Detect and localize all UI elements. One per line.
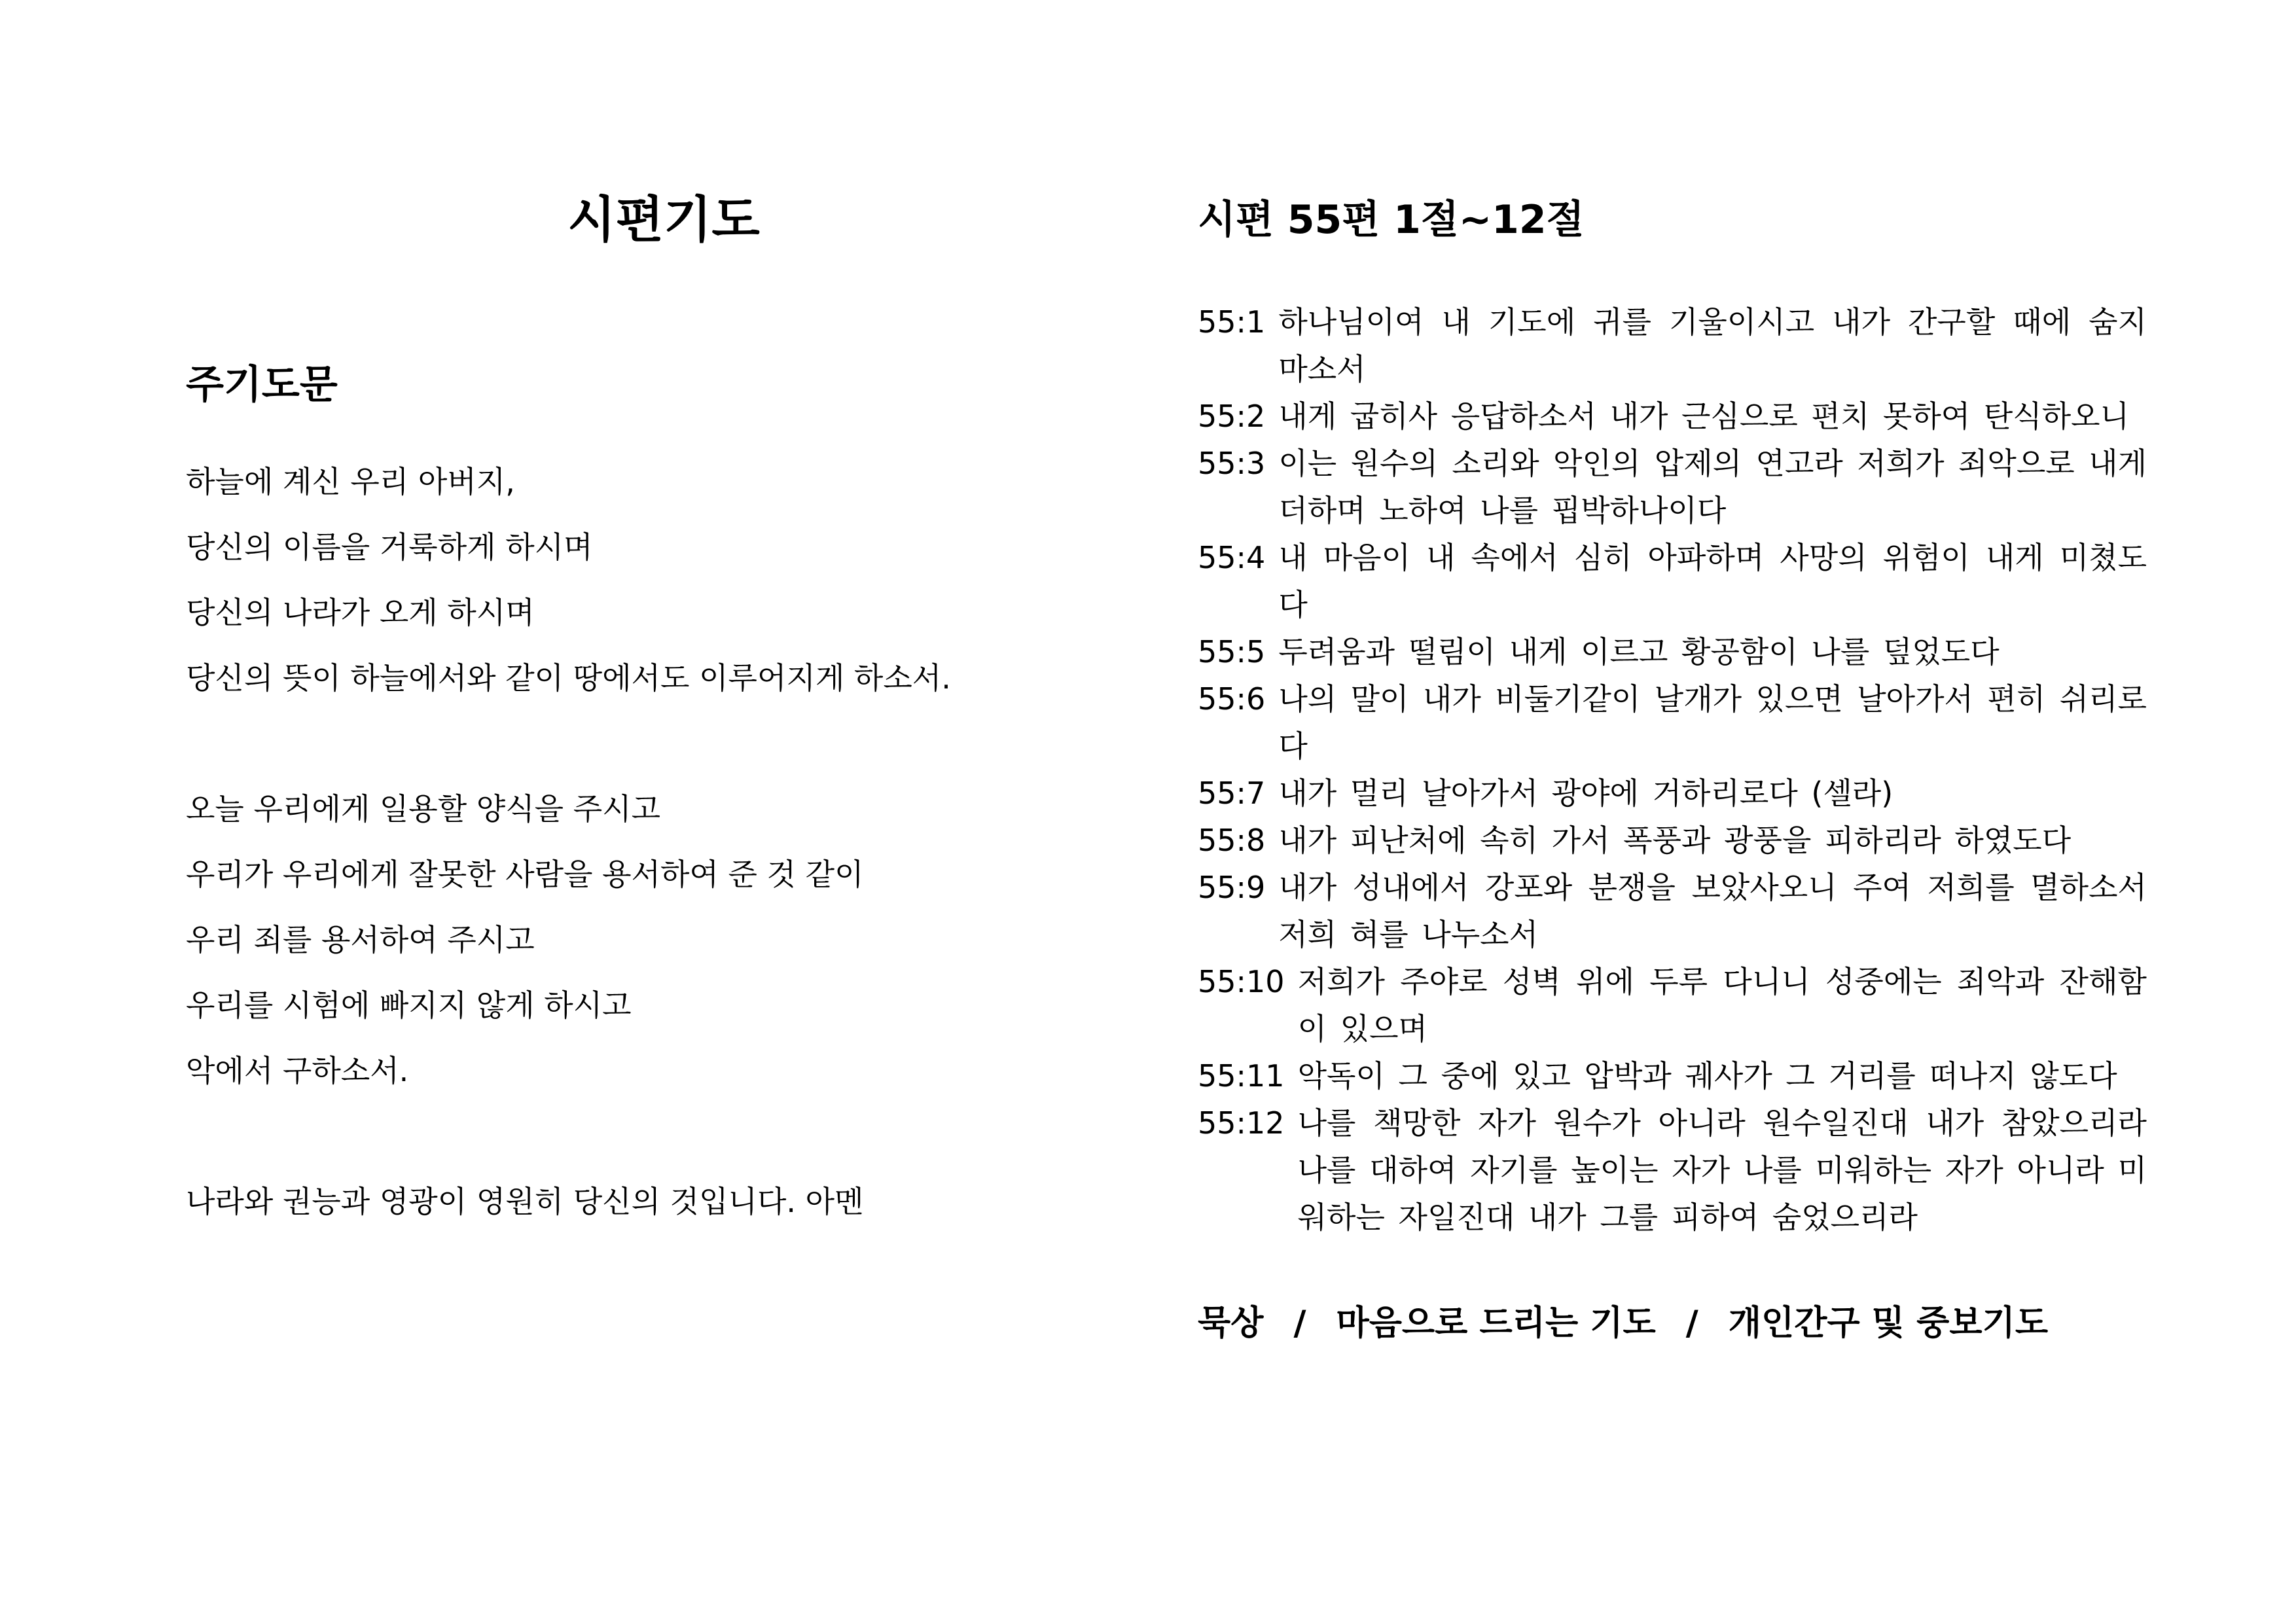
verse-text: 나의 말이 내가 비둘기같이 날개가 있으면 날아가서 편히 쉬리로다 (1278, 681, 2147, 764)
verse (1198, 958, 2147, 1052)
verse (1198, 628, 2147, 675)
prayer-line: 악에서 구하소서. (186, 1053, 409, 1088)
verse (1198, 770, 2147, 817)
verse-number: 55:4 (1198, 540, 1266, 575)
verse-number: 55:2 (1198, 399, 1266, 434)
verse-text: 내게 굽히사 응답하소서 내가 근심으로 편치 못하여 탄식하오니 (1278, 399, 2130, 434)
verse-number: 55:10 (1198, 964, 1285, 999)
verse-text: 악독이 그 중에 있고 압박과 궤사가 그 거리를 떠나지 않도다 (1297, 1058, 2117, 1094)
verse-text: 내 마음이 내 속에서 심히 아파하며 사망의 위험이 내게 미쳤도다 (1278, 540, 2147, 622)
verse (1198, 1052, 2147, 1099)
verse-number: 55:12 (1198, 1105, 1285, 1141)
prayer-line: 우리가 우리에게 잘못한 사람을 용서하여 준 것 같이 (186, 857, 864, 892)
verse-text: 나를 책망한 자가 원수가 아니라 원수일진대 내가 참았으리라 나를 대하여 자기를 높이는 자가 나를 미워하는 자가 아니라 미워하는 자일진대 내가 그를 피하여 숨었으리라 (1297, 1105, 2147, 1235)
verse (1198, 1099, 2147, 1241)
lords-prayer-text (186, 449, 1155, 1234)
verse-number: 55:7 (1198, 776, 1266, 811)
verse-text: 이는 원수의 소리와 악인의 압제의 연고라 저희가 죄악으로 내게 더하며 노하여 나를 핍박하나이다 (1278, 446, 2147, 528)
verse (1198, 440, 2147, 534)
verse (1198, 675, 2147, 770)
prayer-line: 우리를 시험에 빠지지 않게 하시고 (186, 988, 632, 1023)
prayer-line: 하늘에 계신 우리 아버지, (186, 464, 515, 499)
prayer-line: 나라와 권능과 영광이 영원히 당신의 것입니다. 아멘 (186, 1184, 864, 1219)
verse-number: 55:5 (1198, 634, 1266, 669)
verse-number: 55:1 (1198, 304, 1266, 340)
verse-text: 두려움과 떨림이 내게 이르고 황공함이 나를 덮었도다 (1278, 634, 2000, 669)
verse-number: 55:11 (1198, 1058, 1285, 1094)
closing-steps (1198, 1297, 2147, 1349)
prayer-blank-line (186, 711, 1155, 776)
prayer-line: 당신의 나라가 오게 하시며 (186, 595, 535, 630)
verse (1198, 393, 2147, 440)
lords-prayer-heading: 주기도문 (186, 362, 338, 408)
verse-text: 내가 멀리 날아가서 광야에 거하리로다 (셀라) (1278, 776, 1893, 811)
verse (1198, 864, 2147, 958)
verse (1198, 534, 2147, 628)
heart-prayer-label: 마음으로 드리는 기도 (1336, 1304, 1656, 1343)
prayer-blank-line (186, 1103, 1155, 1169)
separator: / (1685, 1304, 1698, 1343)
verse-text: 저희가 주야로 성벽 위에 두루 다니니 성중에는 죄악과 잔해함이 있으며 (1297, 964, 2147, 1046)
verse-number: 55:8 (1198, 823, 1266, 858)
separator: / (1293, 1304, 1306, 1343)
verse-text: 하나님이여 내 기도에 귀를 기울이시고 내가 간구할 때에 숨지 마소서 (1278, 304, 2147, 387)
page-title: 시편기도 (567, 190, 760, 249)
prayer-line: 당신의 뜻이 하늘에서와 같이 땅에서도 이루어지게 하소서. (186, 660, 951, 696)
verse-number: 55:3 (1198, 446, 1266, 481)
verse-number: 55:9 (1198, 870, 1266, 905)
verse (1198, 298, 2147, 393)
verse-text: 내가 피난처에 속히 가서 폭풍과 광풍을 피하리라 하였도다 (1278, 823, 2072, 858)
verse-list (1198, 298, 2147, 1241)
intercession-label: 개인간구 및 중보기도 (1728, 1304, 2049, 1343)
verse-number: 55:6 (1198, 681, 1266, 717)
prayer-line: 당신의 이름을 거룩하게 하시며 (186, 529, 593, 565)
meditation-label: 묵상 (1198, 1304, 1264, 1343)
prayer-line: 오늘 우리에게 일용할 양식을 주시고 (186, 791, 661, 827)
prayer-line: 우리 죄를 용서하여 주시고 (186, 922, 535, 957)
verse-text: 내가 성내에서 강포와 분쟁을 보았사오니 주여 저희를 멸하소서 저희 혀를 나누소서 (1278, 870, 2147, 952)
right-column (1198, 181, 2147, 1349)
left-column (186, 181, 1155, 1234)
passage-title: 시편 55편 1절~12절 (1198, 197, 1585, 243)
verse (1198, 817, 2147, 864)
